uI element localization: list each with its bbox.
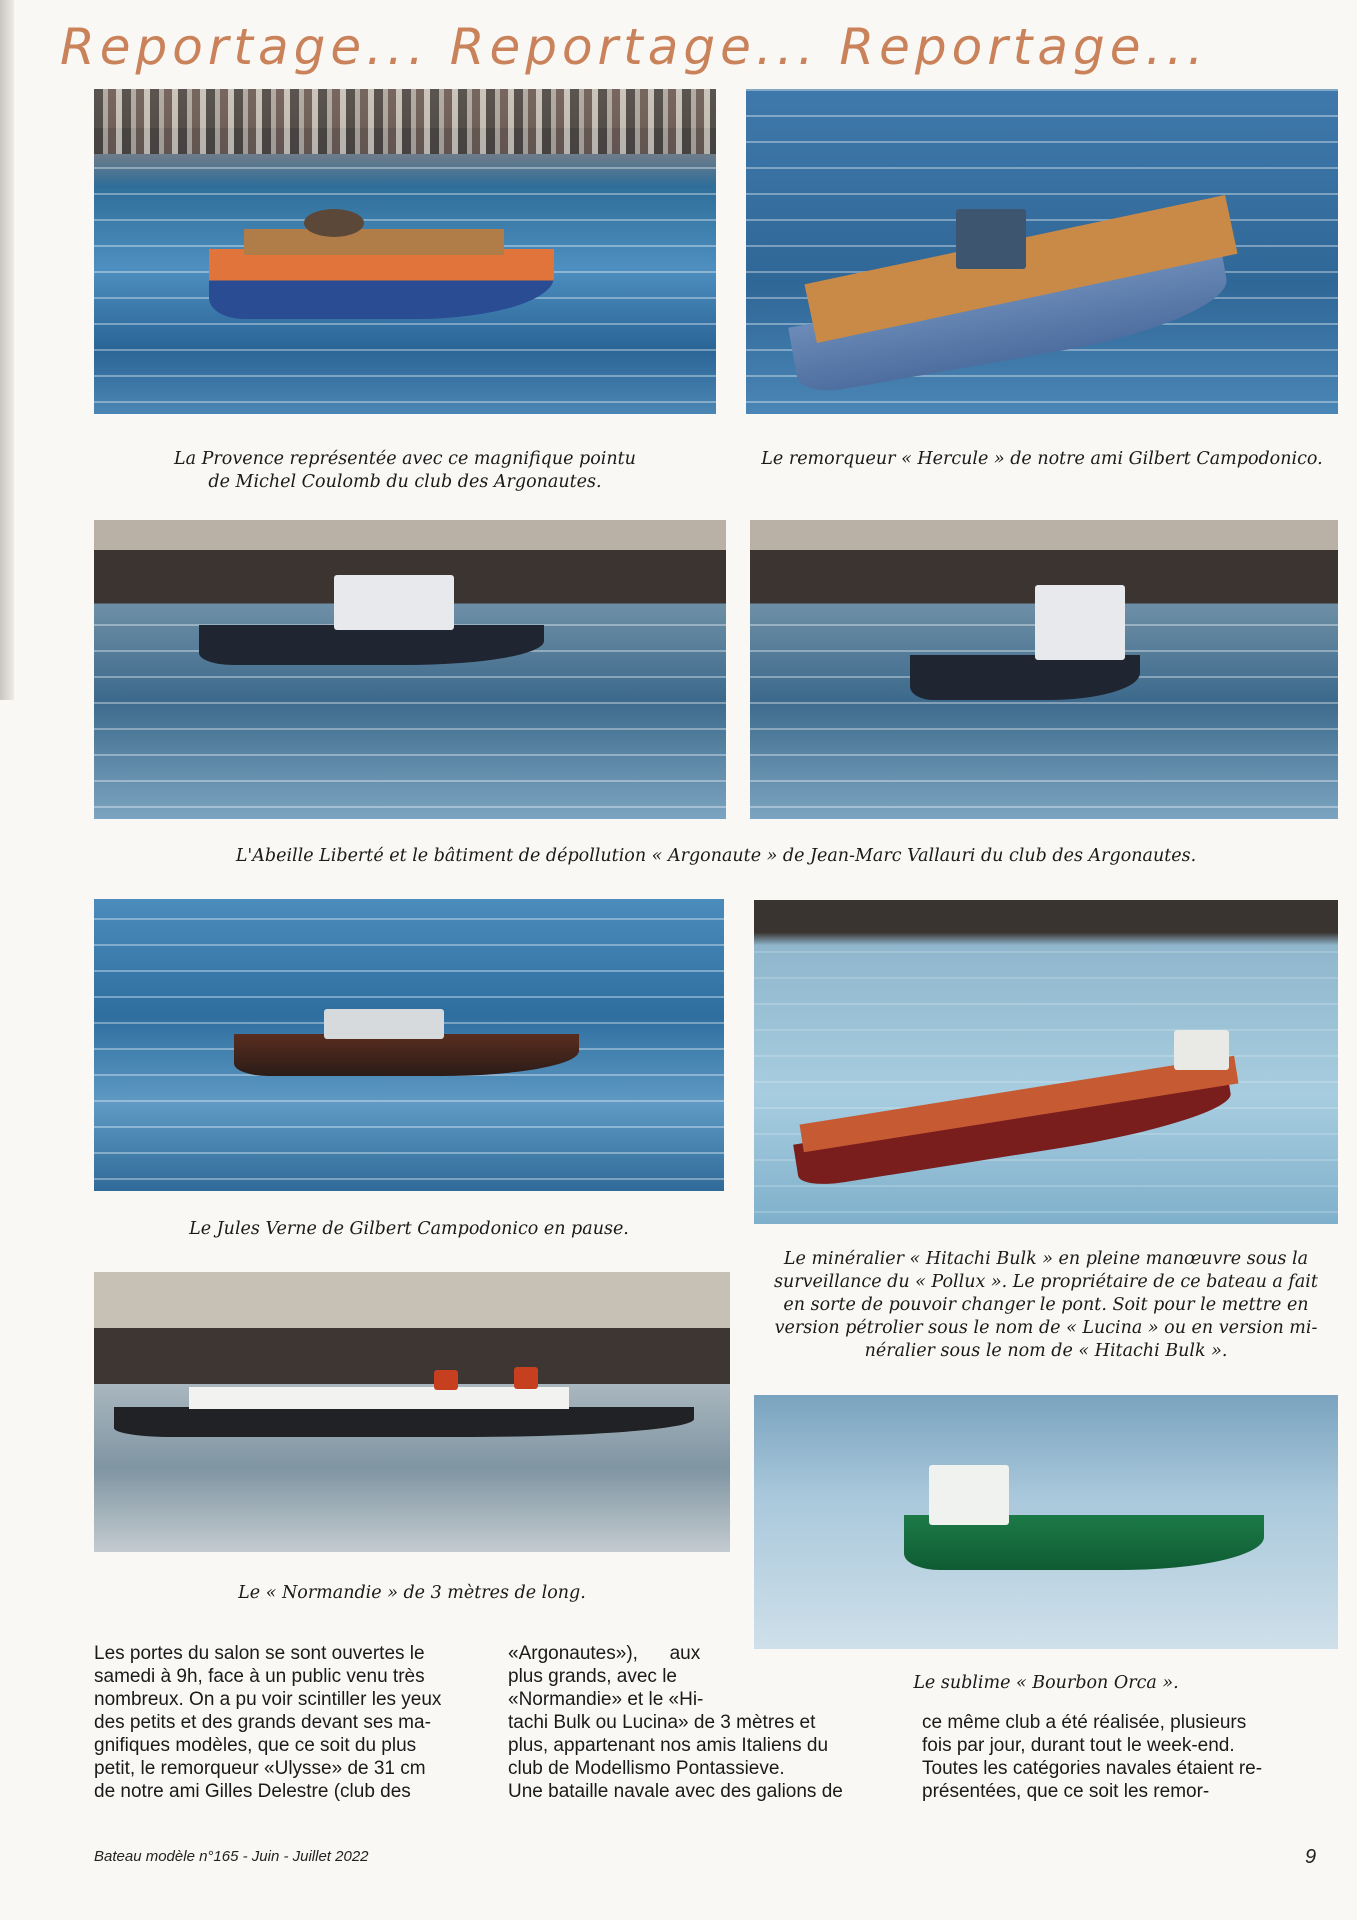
text-line: plus grands, avec le — [508, 1666, 677, 1687]
caption-provence — [94, 448, 716, 494]
article-column-2-top — [508, 1642, 728, 1711]
caption-line: La Provence représentée avec ce magnifique pointu — [174, 449, 636, 469]
caption-line: surveillance du « Pollux ». Le propriétaire de ce bateau a fait — [774, 1272, 1318, 1292]
text-line: des petits et des grands devant ses ma- — [94, 1712, 431, 1733]
caption-hitachi-bulk — [754, 1248, 1338, 1363]
text-line: ce même club a été réalisée, plusieurs — [922, 1712, 1247, 1733]
caption-bourbon-orca: Le sublime « Bourbon Orca ». — [913, 1673, 1179, 1693]
photo-normandie — [94, 1272, 730, 1552]
text-line: gnifiques modèles, que ce soit du plus — [94, 1735, 417, 1756]
text-line: Les portes du salon se sont ouvertes le — [94, 1643, 425, 1664]
caption-line: version pétrolier sous le nom de « Lucina » ou en version mi- — [774, 1318, 1318, 1338]
text-line: de notre ami Gilles Delestre (club des — [94, 1781, 411, 1802]
article-column-2 — [508, 1711, 898, 1803]
photo-jules-verne — [94, 899, 724, 1191]
caption-line: en sorte de pouvoir changer le pont. Soit pour le mettre en — [783, 1295, 1309, 1315]
text-line: «Argonautes»), aux — [508, 1643, 701, 1664]
caption-jules-verne: Le Jules Verne de Gilbert Campodonico en pause. — [189, 1219, 629, 1239]
article-column-1 — [94, 1642, 482, 1803]
text-line: «Normandie» et le «Hi- — [508, 1689, 704, 1710]
text-line: plus, appartenant nos amis Italiens du — [508, 1735, 829, 1756]
photo-hercule-tug — [746, 89, 1338, 414]
article-column-3 — [922, 1711, 1310, 1803]
text-line: tachi Bulk ou Lucina» de 3 mètres et — [508, 1712, 816, 1733]
text-line: fois par jour, durant tout le week-end. — [922, 1735, 1235, 1756]
caption-hercule: Le remorqueur « Hercule » de notre ami Gilbert Campodonico. — [761, 449, 1323, 469]
photo-argonaute — [750, 520, 1338, 819]
text-line: Toutes les catégories navales étaient re- — [922, 1758, 1263, 1779]
text-line: Une bataille navale avec des galions de — [508, 1781, 843, 1802]
text-line: présentées, que ce soit les remor- — [922, 1781, 1210, 1802]
photo-hitachi-bulk — [754, 900, 1338, 1224]
text-line: nombreux. On a pu voir scintiller les yeux — [94, 1689, 442, 1710]
page-number: 9 — [1305, 1846, 1317, 1868]
caption-normandie: Le « Normandie » de 3 mètres de long. — [238, 1583, 586, 1603]
caption-line: de Michel Coulomb du club des Argonautes. — [208, 472, 602, 492]
text-line: petit, le remorqueur «Ulysse» de 31 cm — [94, 1758, 426, 1779]
text-line: club de Modellismo Pontassieve. — [508, 1758, 785, 1779]
caption-line: néralier sous le nom de « Hitachi Bulk ». — [864, 1341, 1228, 1361]
photo-bourbon-orca — [754, 1395, 1338, 1649]
caption-line: Le minéralier « Hitachi Bulk » en pleine manœuvre sous la — [783, 1249, 1309, 1269]
photo-abeille-liberte — [94, 520, 726, 819]
text-line: samedi à 9h, face à un public venu très — [94, 1666, 425, 1687]
photo-provence-pointu — [94, 89, 716, 414]
page-binding-shadow — [0, 0, 14, 700]
caption-abeille-argonaute: L'Abeille Liberté et le bâtiment de dépollution « Argonaute » de Jean-Marc Vallauri du club des Argonautes. — [235, 846, 1197, 866]
page-header: Reportage... Reportage... Reportage... — [60, 18, 1209, 76]
publication-footer: Bateau modèle n°165 - Juin - Juillet 2022 — [94, 1848, 369, 1865]
